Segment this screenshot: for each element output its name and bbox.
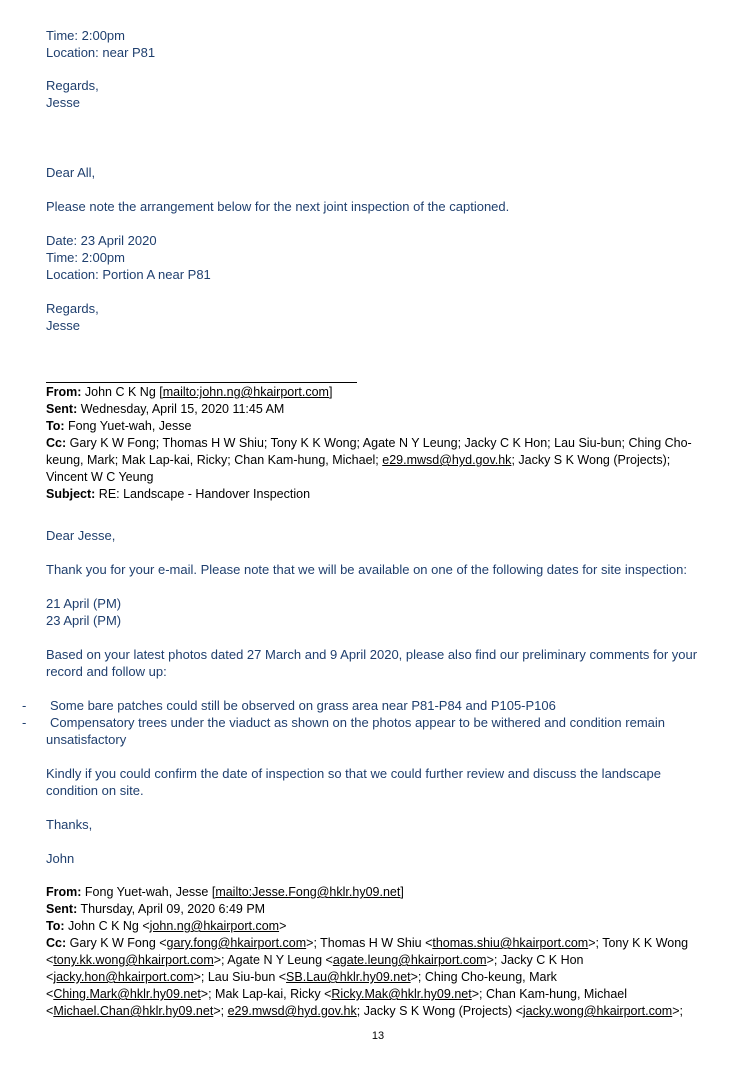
email-header-2 [46, 884, 688, 1020]
cc-email-link[interactable]: Ricky.Mak@hklr.hy09.net [331, 987, 472, 1001]
to-name: John C K Ng < [68, 919, 150, 933]
time-line: Time: 2:00pm [46, 28, 125, 43]
cc-email-link[interactable]: gary.fong@hkairport.com [166, 936, 307, 950]
sent-value: Thursday, April 09, 2020 6:49 PM [80, 902, 266, 916]
closing-line: Thanks, [46, 817, 93, 832]
email-snippet-top [46, 27, 155, 111]
cc-text: >; Mak Lap-kai, Ricky < [200, 987, 332, 1001]
sent-label: Sent: [46, 902, 78, 916]
bullet-dash: - [22, 715, 27, 730]
bullet-item-2-cont [0, 731, 756, 748]
from-name: John C K Ng [ [84, 385, 163, 399]
email-body-dear-all [46, 164, 509, 334]
cc-email-link[interactable]: jacky.wong@hkairport.com [522, 1004, 673, 1018]
cc-line-1 [46, 935, 688, 952]
signature-name: John [46, 851, 75, 866]
cc-text: >; [213, 1004, 228, 1018]
sent-line [46, 401, 692, 418]
location-line: Location: near P81 [46, 45, 156, 60]
cc-text: < [46, 987, 54, 1001]
greeting: Dear All, [46, 165, 96, 180]
cc-label: Cc: [46, 436, 67, 450]
cc-segments [46, 970, 557, 984]
cc-segments [46, 987, 627, 1001]
intro-line: Please note the arrangement below for the next joint inspection of the captioned. [46, 199, 510, 214]
email-header-1 [46, 384, 692, 503]
comments-bullets [0, 697, 756, 748]
cc-segments [46, 953, 584, 967]
date-line: Date: 23 April 2020 [46, 233, 157, 248]
location-line: Location: Portion A near P81 [46, 267, 211, 282]
to-bracket: > [279, 919, 287, 933]
bullet-text-cont: unsatisfactory [46, 732, 127, 747]
separator-rule [46, 382, 357, 383]
email-body-closing [46, 765, 661, 867]
email-body-dear-jesse [46, 527, 697, 680]
to-line [46, 918, 688, 935]
cc-text: >; [672, 1004, 684, 1018]
cc-email-link[interactable]: jacky.hon@hkairport.com [53, 970, 194, 984]
sent-value: Wednesday, April 15, 2020 11:45 AM [80, 402, 285, 416]
cc-segments [70, 936, 689, 950]
bullet-text: Compensatory trees under the viaduct as shown on the photos appear to be withered and condition remain [50, 715, 665, 730]
to-line [46, 418, 692, 435]
cc-email-link[interactable]: Ching.Mark@hklr.hy09.net [53, 987, 201, 1001]
to-label: To: [46, 919, 65, 933]
from-name: Fong Yuet-wah, Jesse [ [84, 885, 216, 899]
cc-text: ; Jacky S K Wong (Projects) < [356, 1004, 523, 1018]
cc-line-2 [46, 452, 692, 469]
kindly-line-1: Kindly if you could confirm the date of inspection so that we could further review and discuss the landscape [46, 766, 661, 781]
sent-label: Sent: [46, 402, 78, 416]
greeting: Dear Jesse, [46, 528, 116, 543]
from-bracket: ] [400, 885, 404, 899]
comments-intro-1: Based on your latest photos dated 27 March and 9 April 2020, please also find our preliminary comments for your [46, 647, 698, 662]
cc-text: Gary K W Fong < [69, 936, 167, 950]
signature-name: Jesse [46, 95, 80, 110]
cc-email-link[interactable]: agate.leung@hkairport.com [332, 953, 487, 967]
to-label: To: [46, 419, 65, 433]
cc-text: >; Agate N Y Leung < [213, 953, 333, 967]
bullet-item-2 [0, 714, 756, 731]
cc-text: keung, Mark; Mak Lap-kai, Ricky; Chan Kam-hung, Michael; [46, 453, 383, 467]
from-label: From: [46, 885, 82, 899]
date-option-1: 21 April (PM) [46, 596, 122, 611]
cc-email-link[interactable]: Michael.Chan@hklr.hy09.net [53, 1004, 214, 1018]
cc-line-3: Vincent W C Yeung [46, 470, 154, 484]
to-email-link[interactable]: john.ng@hkairport.com [149, 919, 280, 933]
date-option-2: 23 April (PM) [46, 613, 122, 628]
cc-text: >; Thomas H W Shiu < [306, 936, 433, 950]
cc-text: >; Jacky C K Hon [486, 953, 584, 967]
sent-line [46, 901, 688, 918]
subject-line [46, 486, 692, 503]
signature-name: Jesse [46, 318, 80, 333]
cc-line-2 [46, 952, 688, 969]
cc-text: < [46, 1004, 54, 1018]
cc-email-link[interactable]: thomas.shiu@hkairport.com [432, 936, 589, 950]
cc-line-1 [46, 435, 692, 452]
cc-text: >; Tony K K Wong [588, 936, 689, 950]
kindly-line-2: condition on site. [46, 783, 144, 798]
regards-line: Regards, [46, 78, 99, 93]
bullet-text: Some bare patches could still be observed on grass area near P81-P84 and P105-P106 [50, 698, 556, 713]
cc-email-link[interactable]: e29.mwsd@hyd.gov.hk [227, 1004, 357, 1018]
to-value: Fong Yuet-wah, Jesse [68, 419, 192, 433]
cc-label: Cc: [46, 936, 67, 950]
bullet-dash: - [22, 698, 27, 713]
cc-email-link[interactable]: tony.kk.wong@hkairport.com [53, 953, 214, 967]
from-line [46, 384, 692, 401]
cc-text: >; Lau Siu-bun < [193, 970, 287, 984]
cc-line-3 [46, 969, 688, 986]
thanks-line: Thank you for your e-mail. Please note that we will be available on one of the following dates for site inspection: [46, 562, 687, 577]
from-label: From: [46, 385, 82, 399]
cc-text: >; Chan Kam-hung, Michael [471, 987, 627, 1001]
cc-text: < [46, 953, 54, 967]
cc-text: >; Ching Cho-keung, Mark [410, 970, 557, 984]
regards-line: Regards, [46, 301, 99, 316]
from-bracket: ] [328, 385, 333, 399]
page-number: 13 [371, 1030, 385, 1042]
from-mailto-link[interactable]: mailto:Jesse.Fong@hklr.hy09.net [215, 885, 401, 899]
from-mailto-link[interactable]: mailto:john.ng@hkairport.com [162, 385, 329, 399]
cc-value: Gary K W Fong; Thomas H W Shiu; Tony K K Wong; Agate N Y Leung; Jacky C K Hon; Lau Siu-bun; Ching Cho- [69, 436, 692, 450]
cc-text: ; Jacky S K Wong (Projects); [511, 453, 671, 467]
bullet-item-1 [0, 697, 756, 714]
cc-line-5 [46, 1003, 688, 1020]
cc-segments [46, 1004, 683, 1018]
cc-email-link[interactable]: e29.mwsd@hyd.gov.hk [382, 453, 512, 467]
from-line [46, 884, 688, 901]
subject-label: Subject: [46, 487, 96, 501]
subject-value: RE: Landscape - Handover Inspection [98, 487, 311, 501]
cc-line-4 [46, 986, 688, 1003]
cc-email-link[interactable]: SB.Lau@hklr.hy09.net [286, 970, 411, 984]
time-line: Time: 2:00pm [46, 250, 125, 265]
cc-text: < [46, 970, 54, 984]
comments-intro-2: record and follow up: [46, 664, 167, 679]
